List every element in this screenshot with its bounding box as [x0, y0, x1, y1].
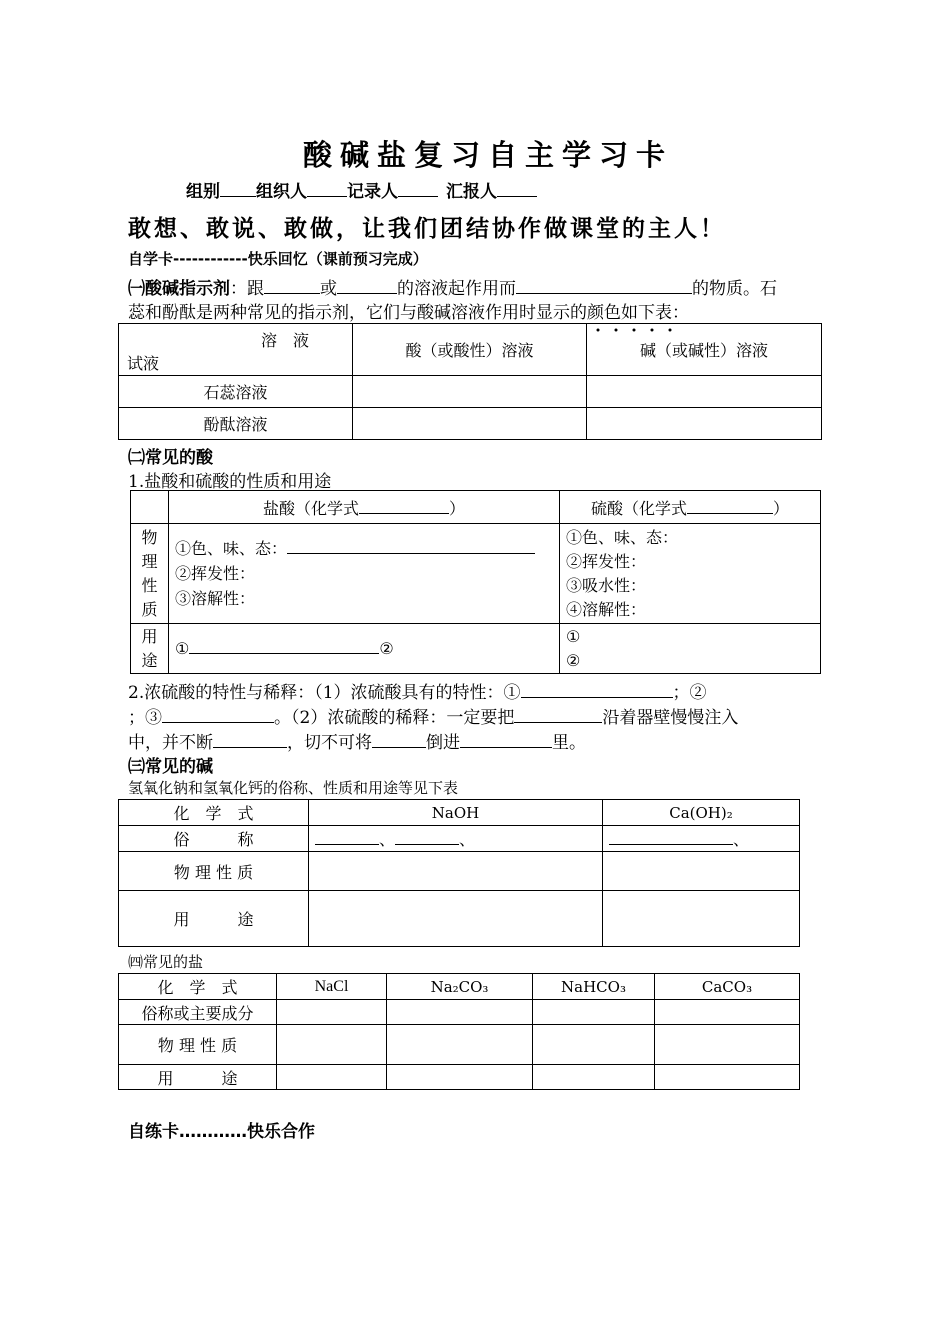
phenol-base-cell[interactable] — [587, 408, 822, 440]
part4-heading: ㈣常见的盐 — [128, 953, 204, 971]
recorder-label: 记录人 — [347, 182, 398, 202]
h2so4-formula-blank[interactable] — [687, 513, 773, 514]
dilution-blank-2[interactable] — [213, 747, 287, 748]
caco3-header: CaCO₃ — [655, 974, 800, 1000]
self-study-heading — [128, 248, 428, 269]
group-blank[interactable] — [220, 196, 256, 197]
salt-row-formula: 化 学 式 — [119, 974, 277, 1000]
caco3-use-cell[interactable] — [655, 1065, 800, 1090]
salt-row-use: 用 途 — [119, 1065, 277, 1090]
part1-text-c: 的物质。石 — [692, 279, 777, 299]
acid-table — [130, 490, 821, 674]
caco3-name-cell[interactable] — [655, 1000, 800, 1025]
naoh-name-blank-1[interactable] — [315, 844, 379, 845]
naoh-name-blank-2[interactable] — [395, 844, 459, 845]
base-row-name: 俗 称 — [119, 826, 309, 852]
litmus-base-cell[interactable] — [587, 376, 822, 408]
roles-line — [186, 177, 537, 202]
caoh2-name-blank[interactable] — [609, 844, 733, 845]
nahco3-header: NaHCO₃ — [533, 974, 655, 1000]
self-study-dashes: ------------ — [173, 250, 248, 268]
h2so4-use-cell: ① ② — [560, 624, 821, 674]
nahco3-phys-cell[interactable] — [533, 1025, 655, 1065]
base-table — [118, 799, 800, 947]
litmus-acid-cell[interactable] — [353, 376, 587, 408]
self-study-subheading: 快乐回忆（课前预习完成） — [247, 250, 428, 268]
naoh-use-cell[interactable] — [309, 891, 603, 947]
part1-heading: ㈠酸碱指示剂 — [128, 279, 230, 299]
h2so4-header: 硫酸（化学式 ） — [560, 491, 821, 524]
property-blank-3[interactable] — [162, 722, 274, 723]
part2-sub1: 1.盐酸和硫酸的性质和用途 — [128, 472, 332, 492]
part1-blank-1[interactable] — [264, 293, 320, 294]
naoh-phys-cell[interactable] — [309, 852, 603, 891]
part1-text-a: ：跟 — [230, 279, 264, 299]
col-base-header: 碱（或碱性）溶液 — [587, 324, 822, 376]
part1-line1 — [128, 274, 777, 299]
h2so4-phys-cell: ①色、味、态： ②挥发性： ③吸水性： ④溶解性： — [560, 524, 821, 624]
property-blank-1[interactable] — [521, 697, 673, 698]
nacl-phys-cell[interactable] — [277, 1025, 387, 1065]
salt-row-name: 俗称或主要成分 — [119, 1000, 277, 1025]
nacl-header: NaCl — [277, 974, 387, 1000]
caoh2-use-cell[interactable] — [603, 891, 800, 947]
page-title: 酸碱盐复习自主学习卡 — [303, 138, 674, 172]
row-phenolphthalein: 酚酞溶液 — [119, 408, 353, 440]
part1-text-b: 的溶液起作用而 — [397, 279, 516, 299]
organizer-blank[interactable] — [307, 196, 347, 197]
recorder-blank[interactable] — [398, 196, 438, 197]
base-row-formula: 化 学 式 — [119, 800, 309, 826]
acid-table-corner — [131, 491, 169, 524]
part2-sub2-line1: 2.浓硫酸的特性与稀释：（1）浓硫酸具有的特性：① ；② — [128, 683, 707, 703]
base-row-use: 用 途 — [119, 891, 309, 947]
part2-heading: ㈡常见的酸 — [128, 448, 213, 468]
naoh-header: NaOH — [309, 800, 603, 826]
hcl-header: 盐酸（化学式 ） — [169, 491, 560, 524]
nahco3-name-cell[interactable] — [533, 1000, 655, 1025]
part1-text-or: 或 — [320, 279, 337, 299]
salt-row-phys: 物 理 性 质 — [119, 1025, 277, 1065]
reporter-label: 汇报人 — [446, 182, 497, 202]
hcl-use-blank[interactable] — [189, 653, 379, 654]
hcl-phys-cell: ①色、味、态： ②挥发性： ③溶解性： — [169, 524, 560, 624]
part2-sub2-line2: ；③ 。（2）浓硫酸的稀释：一定要把 沿着器壁慢慢注入 — [128, 708, 739, 728]
part2-sub2-line3: 中，并不断 ，切不可将 倒进 里。 — [128, 733, 586, 753]
base-row-phys: 物 理 性 质 — [119, 852, 309, 891]
group-label: 组别 — [186, 182, 220, 202]
na2co3-name-cell[interactable] — [387, 1000, 533, 1025]
slogan: 敢想、敢说、敢做，让我们团结协作做课堂的主人！ — [128, 216, 726, 242]
na2co3-phys-cell[interactable] — [387, 1025, 533, 1065]
dilution-blank-3[interactable] — [372, 747, 426, 748]
hcl-use-cell: ① ② — [169, 624, 560, 674]
salt-table — [118, 973, 800, 1090]
reporter-blank[interactable] — [497, 196, 537, 197]
col-acid-header: 酸（或酸性）溶液 — [353, 324, 587, 376]
self-study-label: 自学卡 — [128, 250, 174, 268]
nacl-use-cell[interactable] — [277, 1065, 387, 1090]
naoh-name-cell: 、 、 — [309, 826, 603, 852]
phys-label: 物 理 性 质 — [131, 524, 169, 624]
nahco3-use-cell[interactable] — [533, 1065, 655, 1090]
practice-heading: 自练卡…………快乐合作 — [128, 1122, 315, 1142]
part3-heading: ㈢常见的碱 — [128, 757, 213, 777]
caoh2-name-cell: 、 — [603, 826, 800, 852]
part3-intro: 氢氧化钠和氢氧化钙的俗称、性质和用途等见下表 — [128, 779, 459, 797]
phenol-acid-cell[interactable] — [353, 408, 587, 440]
diag-top-label: 溶 液 — [261, 331, 310, 350]
hcl-color-blank[interactable] — [287, 553, 535, 554]
caoh2-header: Ca(OH)₂ — [603, 800, 800, 826]
indicator-diag-cell — [119, 324, 353, 376]
diag-bottom-label: 试液 — [127, 354, 160, 373]
hcl-formula-blank[interactable] — [359, 513, 449, 514]
part1-blank-3[interactable] — [516, 293, 692, 294]
organizer-label: 组织人 — [256, 182, 307, 202]
row-litmus: 石蕊溶液 — [119, 376, 353, 408]
use-label: 用 途 — [131, 624, 169, 674]
na2co3-use-cell[interactable] — [387, 1065, 533, 1090]
part1-blank-2[interactable] — [337, 293, 397, 294]
nacl-name-cell[interactable] — [277, 1000, 387, 1025]
caoh2-phys-cell[interactable] — [603, 852, 800, 891]
dilution-blank-4[interactable] — [460, 747, 552, 748]
caco3-phys-cell[interactable] — [655, 1025, 800, 1065]
dilution-blank-1[interactable] — [514, 722, 602, 723]
part1-line2: 蕊和酚酞是两种常见的指示剂，它们与酸碱溶液作用时显示的颜色如下表： — [128, 303, 689, 323]
na2co3-header: Na₂CO₃ — [387, 974, 533, 1000]
indicator-table — [118, 323, 822, 440]
